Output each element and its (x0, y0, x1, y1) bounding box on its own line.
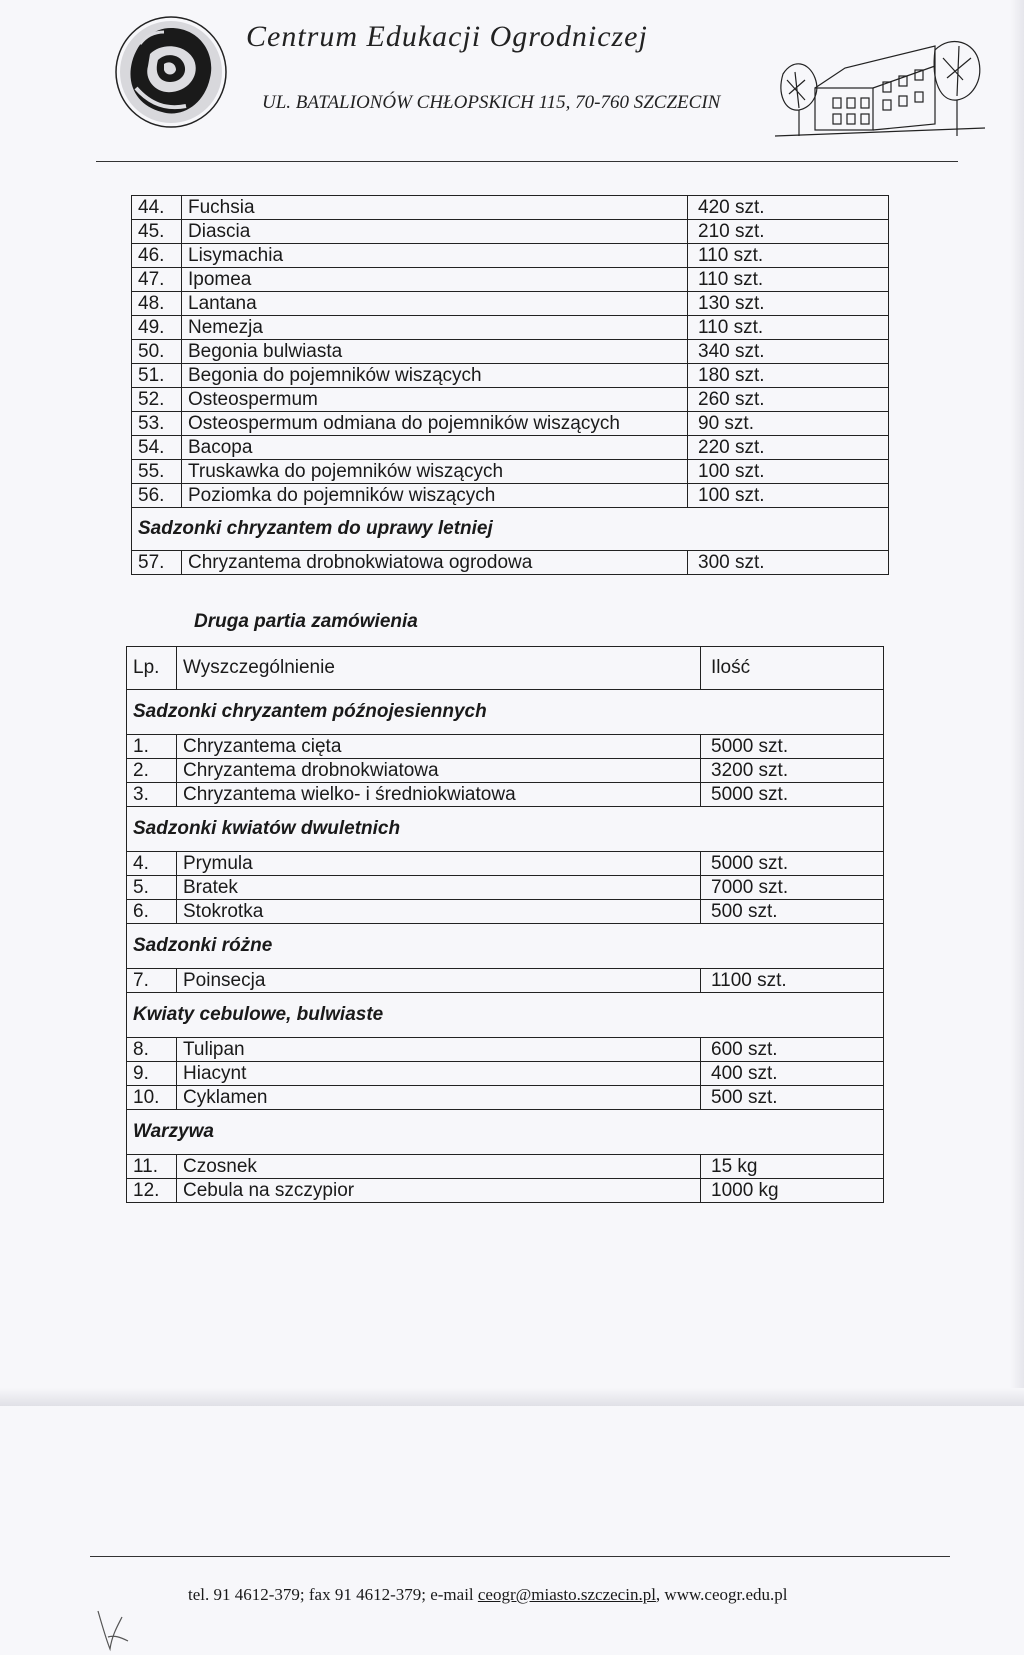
cell-name: Osteospermum odmiana do pojemników wiszących (182, 412, 688, 436)
cell-name: Begonia do pojemników wiszących (182, 364, 688, 388)
contact-footer (188, 1585, 787, 1605)
cell-no: 54. (132, 436, 182, 460)
section-header-row (127, 1110, 884, 1155)
cell-qty: 220 szt. (688, 436, 889, 460)
cell-qty: 110 szt. (688, 268, 889, 292)
table-row (132, 551, 889, 575)
cell-name: Stokrotka (177, 900, 701, 924)
cell-no: 6. (127, 900, 177, 924)
second-batch-title: Druga partia zamówienia (194, 611, 418, 632)
cell-name: Fuchsia (182, 196, 688, 220)
cell-no: 11. (127, 1155, 177, 1179)
cell-no: 8. (127, 1038, 177, 1062)
cell-no: 55. (132, 460, 182, 484)
cell-name: Czosnek (177, 1155, 701, 1179)
cell-no: 9. (127, 1062, 177, 1086)
section-header-row (127, 993, 884, 1038)
cell-no: 1. (127, 735, 177, 759)
table-row (132, 340, 889, 364)
table-row (132, 460, 889, 484)
cell-name: Poinsecja (177, 969, 701, 993)
cell-qty: 100 szt. (688, 460, 889, 484)
cell-no: 56. (132, 484, 182, 508)
cell-qty: 260 szt. (688, 388, 889, 412)
scan-edge-bottom (0, 1388, 1024, 1406)
cell-qty: 1000 kg (701, 1179, 884, 1203)
cell-name: Chryzantema drobnokwiatowa (177, 759, 701, 783)
cell-name: Lisymachia (182, 244, 688, 268)
cell-name: Diascia (182, 220, 688, 244)
cell-no: 57. (132, 551, 182, 575)
cell-no: 46. (132, 244, 182, 268)
cell-name: Prymula (177, 852, 701, 876)
cell-qty: 5000 szt. (701, 735, 884, 759)
cell-qty: 5000 szt. (701, 783, 884, 807)
cell-name: Bacopa (182, 436, 688, 460)
cell-qty: 130 szt. (688, 292, 889, 316)
cell-name: Ipomea (182, 268, 688, 292)
cell-no: 49. (132, 316, 182, 340)
cell-name: Begonia bulwiasta (182, 340, 688, 364)
table-row (127, 900, 884, 924)
footer-phone-fax: tel. 91 4612-379; fax 91 4612-379; e-mail (188, 1585, 478, 1604)
table-header-row (127, 647, 884, 690)
cell-qty: 420 szt. (688, 196, 889, 220)
table-row (132, 220, 889, 244)
table-row (132, 268, 889, 292)
cell-name: Cebula na szczypior (177, 1179, 701, 1203)
cell-name: Truskawka do pojemników wiszących (182, 460, 688, 484)
cell-qty: 3200 szt. (701, 759, 884, 783)
header-no: Lp. (127, 647, 177, 690)
section-title: Kwiaty cebulowe, bulwiaste (127, 993, 884, 1038)
cell-qty: 110 szt. (688, 244, 889, 268)
cell-qty: 400 szt. (701, 1062, 884, 1086)
cell-name: Poziomka do pojemników wiszących (182, 484, 688, 508)
cell-name: Bratek (177, 876, 701, 900)
cell-qty: 5000 szt. (701, 852, 884, 876)
table-row (127, 852, 884, 876)
cell-qty: 180 szt. (688, 364, 889, 388)
table-row (132, 196, 889, 220)
section-title: Sadzonki różne (127, 924, 884, 969)
section-header-row (127, 924, 884, 969)
section-header-row (127, 690, 884, 735)
section-title: Warzywa (127, 1110, 884, 1155)
table-row (127, 1062, 884, 1086)
rose-logo-icon (110, 14, 232, 130)
table-row (127, 759, 884, 783)
cell-no: 10. (127, 1086, 177, 1110)
table-row (132, 388, 889, 412)
section-title: Sadzonki chryzantem późnojesiennych (127, 690, 884, 735)
order-table-part-1 (131, 195, 889, 575)
cell-name: Cyklamen (177, 1086, 701, 1110)
scan-edge-right (1010, 0, 1024, 1406)
school-building-icon (775, 28, 985, 146)
table-row (127, 1086, 884, 1110)
order-table-part-2 (126, 646, 884, 1203)
cell-name: Nemezja (182, 316, 688, 340)
cell-qty: 1100 szt. (701, 969, 884, 993)
table-row (127, 1155, 884, 1179)
table-row (127, 735, 884, 759)
cell-name: Hiacynt (177, 1062, 701, 1086)
table-row (132, 316, 889, 340)
cell-qty: 500 szt. (701, 1086, 884, 1110)
cell-qty: 600 szt. (701, 1038, 884, 1062)
cell-qty: 340 szt. (688, 340, 889, 364)
table-row (132, 436, 889, 460)
cell-qty: 100 szt. (688, 484, 889, 508)
table-row (132, 244, 889, 268)
header-rule (96, 161, 958, 162)
section-header-row (127, 807, 884, 852)
footer-website: , www.ceogr.edu.pl (655, 1585, 788, 1604)
table-row (127, 876, 884, 900)
table-row (127, 1179, 884, 1203)
table-row (132, 364, 889, 388)
section-header-row (132, 508, 889, 551)
cell-no: 5. (127, 876, 177, 900)
org-name: Centrum Edukacji Ogrodniczej (246, 20, 648, 53)
table-row (132, 292, 889, 316)
cell-qty: 300 szt. (688, 551, 889, 575)
cell-no: 12. (127, 1179, 177, 1203)
handwritten-initial-mark (88, 1605, 138, 1655)
section-title: Sadzonki chryzantem do uprawy letniej (132, 508, 889, 551)
cell-qty: 210 szt. (688, 220, 889, 244)
footer-rule (90, 1556, 950, 1557)
cell-qty: 90 szt. (688, 412, 889, 436)
cell-name: Chryzantema wielko- i średniokwiatowa (177, 783, 701, 807)
cell-qty: 7000 szt. (701, 876, 884, 900)
table-row (127, 783, 884, 807)
section-title: Sadzonki kwiatów dwuletnich (127, 807, 884, 852)
cell-no: 44. (132, 196, 182, 220)
cell-no: 53. (132, 412, 182, 436)
table-row (127, 969, 884, 993)
cell-no: 2. (127, 759, 177, 783)
table-row (132, 484, 889, 508)
cell-no: 48. (132, 292, 182, 316)
cell-no: 4. (127, 852, 177, 876)
header-name: Wyszczególnienie (177, 647, 701, 690)
cell-name: Chryzantema cięta (177, 735, 701, 759)
cell-no: 45. (132, 220, 182, 244)
cell-qty: 15 kg (701, 1155, 884, 1179)
cell-no: 3. (127, 783, 177, 807)
cell-name: Lantana (182, 292, 688, 316)
cell-name: Chryzantema drobnokwiatowa ogrodowa (182, 551, 688, 575)
email-link[interactable]: ceogr@miasto.szczecin.pl (477, 1585, 656, 1604)
cell-name: Osteospermum (182, 388, 688, 412)
cell-name: Tulipan (177, 1038, 701, 1062)
cell-qty: 110 szt. (688, 316, 889, 340)
table-row (127, 1038, 884, 1062)
cell-no: 52. (132, 388, 182, 412)
cell-no: 7. (127, 969, 177, 993)
cell-qty: 500 szt. (701, 900, 884, 924)
cell-no: 47. (132, 268, 182, 292)
order-table-part-2-body (127, 647, 884, 1203)
org-address: UL. BATALIONÓW CHŁOPSKICH 115, 70-760 SZCZECIN (262, 92, 721, 113)
table-row (132, 412, 889, 436)
header-qty: Ilość (701, 647, 884, 690)
cell-no: 50. (132, 340, 182, 364)
order-table-part-1-body (132, 196, 889, 575)
cell-no: 51. (132, 364, 182, 388)
